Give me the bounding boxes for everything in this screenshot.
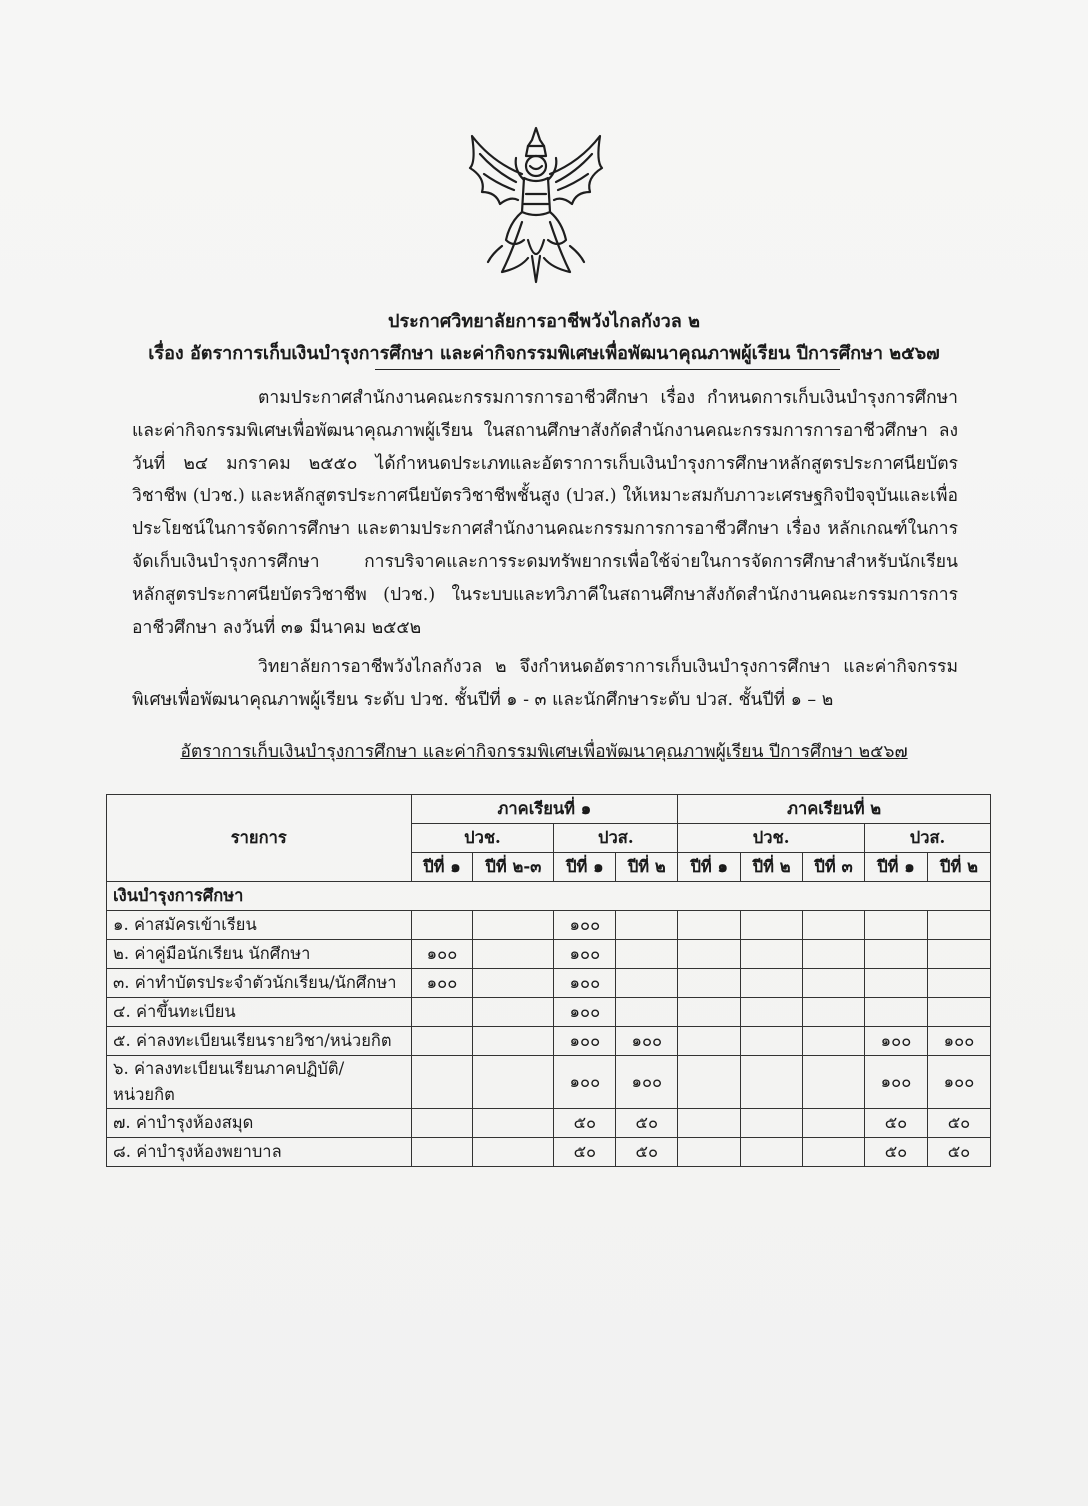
fee-amount-cell [616, 998, 678, 1027]
fee-amount-cell [803, 1056, 865, 1109]
fee-amount-cell [473, 1027, 554, 1056]
fee-amount-cell [678, 1027, 741, 1056]
fee-amount-cell [741, 969, 803, 998]
fee-amount-cell [411, 1027, 473, 1056]
fee-amount-cell [678, 1056, 741, 1109]
fee-amount-cell [473, 1109, 554, 1138]
year-header: ปีที่ ๒ [616, 853, 678, 882]
fee-amount-cell: ๑๐๐ [865, 1027, 928, 1056]
fee-amount-cell: ๑๐๐ [554, 1056, 616, 1109]
fee-item-label: ๑. ค่าสมัครเข้าเรียน [107, 911, 412, 940]
sem2-pvs-header: ปวส. [865, 824, 991, 853]
fee-amount-cell [803, 1138, 865, 1167]
section-row [107, 882, 991, 911]
fee-amount-cell [678, 940, 741, 969]
fee-amount-cell: ๕๐ [554, 1109, 616, 1138]
sem1-pvch-header: ปวช. [411, 824, 554, 853]
fee-item-label: ๖. ค่าลงทะเบียนเรียนภาคปฏิบัติ/หน่วยกิต [107, 1056, 412, 1109]
fee-amount-cell: ๑๐๐ [554, 1027, 616, 1056]
fee-amount-cell [741, 1027, 803, 1056]
fee-amount-cell: ๕๐ [616, 1109, 678, 1138]
fee-amount-cell [741, 1109, 803, 1138]
table-row [107, 969, 991, 998]
fee-amount-cell [803, 911, 865, 940]
fee-amount-cell [473, 911, 554, 940]
fee-amount-cell: ๑๐๐ [865, 1056, 928, 1109]
fee-item-label: ๕. ค่าลงทะเบียนเรียนรายวิชา/หน่วยกิต [107, 1027, 412, 1056]
fee-amount-cell: ๕๐ [865, 1138, 928, 1167]
semester-1-header: ภาคเรียนที่ ๑ [411, 795, 678, 824]
sem2-pvch-header: ปวช. [678, 824, 865, 853]
fee-amount-cell [678, 1138, 741, 1167]
year-header: ปีที่ ๓ [803, 853, 865, 882]
fee-amount-cell [473, 1056, 554, 1109]
fee-item-label: ๗. ค่าบำรุงห้องสมุด [107, 1109, 412, 1138]
year-header: ปีที่ ๒ [927, 853, 990, 882]
sem1-pvs-header: ปวส. [554, 824, 678, 853]
fee-amount-cell: ๑๐๐ [554, 969, 616, 998]
table-row [107, 1138, 991, 1167]
fee-amount-cell: ๑๐๐ [554, 998, 616, 1027]
fee-amount-cell [473, 998, 554, 1027]
body-paragraph-2: วิทยาลัยการอาชีพวังไกลกังวล ๒ จึงกำหนดอัตราการเก็บเงินบำรุงการศึกษา และค่ากิจกรรมพิเศษเพื่อพัฒนาคุณภาพผู้เรียน ระดับ ปวช. ชั้นปีที่ ๑ - ๓ และนักศึกษาระดับ ปวส. ชั้นปีที่ ๑ – ๒ [132, 657, 958, 710]
fee-amount-cell [865, 940, 928, 969]
fee-amount-cell [411, 1138, 473, 1167]
section-label: เงินบำรุงการศึกษา [107, 882, 991, 911]
year-header: ปีที่ ๑ [678, 853, 741, 882]
table-row [107, 1056, 991, 1109]
fee-amount-cell [678, 998, 741, 1027]
fee-amount-cell [865, 911, 928, 940]
fee-item-label: ๔. ค่าขึ้นทะเบียน [107, 998, 412, 1027]
fee-amount-cell [803, 1109, 865, 1138]
fee-amount-cell: ๑๐๐ [616, 1056, 678, 1109]
table-row [107, 911, 991, 940]
fee-item-label: ๓. ค่าทำบัตรประจำตัวนักเรียน/นักศึกษา [107, 969, 412, 998]
item-column-header: รายการ [107, 795, 412, 882]
fee-amount-cell [741, 1138, 803, 1167]
fee-item-label: ๘. ค่าบำรุงห้องพยาบาล [107, 1138, 412, 1167]
fee-amount-cell [411, 1109, 473, 1138]
fee-rows [107, 911, 991, 1167]
semester-2-header: ภาคเรียนที่ ๒ [678, 795, 991, 824]
fee-amount-cell [678, 969, 741, 998]
fee-amount-cell [678, 1109, 741, 1138]
fee-amount-cell [741, 998, 803, 1027]
fee-amount-cell: ๑๐๐ [554, 940, 616, 969]
fee-amount-cell [473, 940, 554, 969]
fee-amount-cell [803, 998, 865, 1027]
fee-amount-cell [473, 969, 554, 998]
fee-amount-cell [678, 911, 741, 940]
fee-amount-cell [927, 969, 990, 998]
fee-amount-cell [865, 969, 928, 998]
announcement-subject: เรื่อง อัตราการเก็บเงินบำรุงการศึกษา และค่ากิจกรรมพิเศษเพื่อพัฒนาคุณภาพผู้เรียน ปีการศึกษา ๒๕๖๗ [148, 343, 940, 364]
fee-amount-cell: ๑๐๐ [411, 940, 473, 969]
table-row [107, 1027, 991, 1056]
year-header: ปีที่ ๑ [865, 853, 928, 882]
year-header: ปีที่ ๒-๓ [473, 853, 554, 882]
fee-amount-cell [616, 911, 678, 940]
year-header: ปีที่ ๑ [554, 853, 616, 882]
fee-amount-cell: ๑๐๐ [927, 1056, 990, 1109]
year-header: ปีที่ ๑ [411, 853, 473, 882]
table-row [107, 1109, 991, 1138]
fee-amount-cell: ๑๐๐ [616, 1027, 678, 1056]
fee-amount-cell [616, 940, 678, 969]
fee-amount-cell: ๕๐ [865, 1109, 928, 1138]
table-title: อัตราการเก็บเงินบำรุงการศึกษา และค่ากิจกรรมพิเศษเพื่อพัฒนาคุณภาพผู้เรียน ปีการศึกษา ๒๕๖๗ [180, 742, 908, 762]
fee-amount-cell [927, 998, 990, 1027]
fee-amount-cell: ๕๐ [927, 1138, 990, 1167]
fee-amount-cell [865, 998, 928, 1027]
fee-amount-cell: ๕๐ [554, 1138, 616, 1167]
fee-amount-cell [411, 998, 473, 1027]
table-row [107, 998, 991, 1027]
fee-amount-cell [927, 911, 990, 940]
fee-amount-cell: ๑๐๐ [411, 969, 473, 998]
fee-amount-cell [803, 969, 865, 998]
fee-table [106, 794, 991, 1167]
fee-amount-cell: ๑๐๐ [927, 1027, 990, 1056]
fee-amount-cell [741, 940, 803, 969]
fee-amount-cell [473, 1138, 554, 1167]
fee-amount-cell [927, 940, 990, 969]
announcement-title: ประกาศวิทยาลัยการอาชีพวังไกลกังวล ๒ [388, 311, 700, 332]
fee-amount-cell [803, 940, 865, 969]
fee-amount-cell: ๕๐ [927, 1109, 990, 1138]
fee-amount-cell [411, 911, 473, 940]
fee-amount-cell: ๑๐๐ [554, 911, 616, 940]
garuda-emblem-icon [462, 122, 610, 290]
table-row [107, 940, 991, 969]
title-divider [375, 369, 840, 370]
fee-amount-cell [741, 1056, 803, 1109]
fee-amount-cell [616, 969, 678, 998]
fee-amount-cell: ๕๐ [616, 1138, 678, 1167]
year-header: ปีที่ ๒ [741, 853, 803, 882]
fee-amount-cell [803, 1027, 865, 1056]
table-header-row [107, 795, 991, 824]
body-paragraph-1: ตามประกาศสำนักงานคณะกรรมการการอาชีวศึกษา เรื่อง กำหนดการเก็บเงินบำรุงการศึกษาและค่ากิจกรรมพิเศษเพื่อพัฒนาคุณภาพผู้เรียน ในสถานศึกษาสังกัดสำนักงานคณะกรรมการการอาชีวศึกษา ลงวันที่ ๒๔ มกราคม ๒๕๕๐ ได้กำหนดประเภทและอัตราการเก็บเงินบำรุงการศึกษาหลักสูตรประกาศนียบัตรวิชาชีพ (ปวช.) และหลักสูตรประกาศนียบัตรวิชาชีพชั้นสูง (ปวส.) ให้เหมาะสมกับภาวะเศรษฐกิจปัจจุบันและเพื่อประโยชน์ในการจัดการศึกษา และตามประกาศสำนักงานคณะกรรมการการอาชีวศึกษา เรื่อง หลักเกณฑ์ในการจัดเก็บเงินบำรุงการศึกษา การบริจาคและการระดมทรัพยากรเพื่อใช้จ่ายในการจัดการศึกษาสำหรับนักเรียนหลักสูตรประกาศนียบัตรวิชาชีพ (ปวช.) ในระบบและทวิภาคีในสถานศึกษาสังกัดสำนักงานคณะกรรมการการอาชีวศึกษา ลงวันที่ ๓๑ มีนาคม ๒๕๕๒ [132, 388, 958, 638]
fee-amount-cell [411, 1056, 473, 1109]
fee-item-label: ๒. ค่าคู่มือนักเรียน นักศึกษา [107, 940, 412, 969]
fee-amount-cell [741, 911, 803, 940]
